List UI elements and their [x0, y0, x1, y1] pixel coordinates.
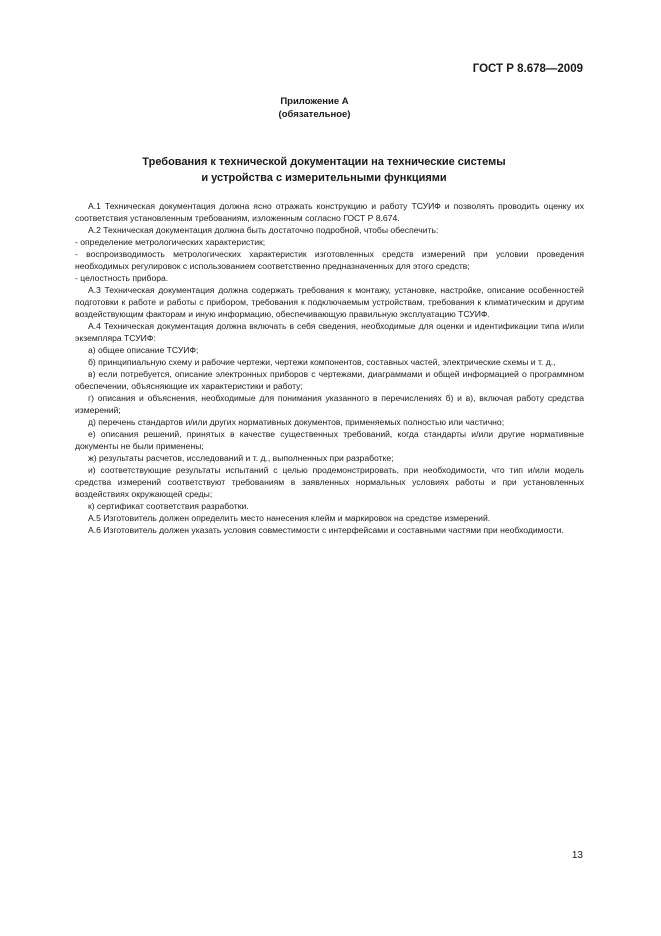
page-title: [0, 155, 648, 186]
page-number: 13: [571, 850, 583, 861]
page-title-line-2: и устройства с измерительными функциями: [201, 171, 447, 184]
list-item: е) описания решений, принятых в качестве существенных требований, когда стандарты и/или другие нормативные документы не были применены;: [75, 429, 584, 451]
appendix-heading: [0, 95, 629, 121]
paragraph-a2: А.2 Техническая документация должна быть достаточно подробной, чтобы обеспечить:: [88, 225, 439, 235]
list-item: ж) результаты расчетов, исследований и т. д., выполненных при разработке;: [88, 453, 394, 463]
appendix-label: Приложение А: [280, 96, 349, 107]
paragraph-a4: А.4 Техническая документация должна включать в себя сведения, необходимые для оценки и идентификации типа и/или экземпляра ТСУИФ:: [75, 321, 584, 343]
list-item: - воспроизводимость метрологических характеристик изготовленных средств измерений при условии проведения необходимых регулировок с использованием соответственно предназначенных для этого средств;: [75, 249, 584, 271]
list-item: б) принципиальную схему и рабочие чертежи, чертежи компонентов, составных частей, электрические схемы и т. д.,: [88, 357, 556, 367]
appendix-status: (обязательное): [278, 109, 351, 120]
paragraph-a5: А.5 Изготовитель должен определить место нанесения клейм и маркировок на средстве измерений.: [88, 513, 491, 523]
document-code: ГОСТ Р 8.678—2009: [472, 63, 583, 75]
list-item: д) перечень стандартов и/или других нормативных документов, применяемых полностью или частично;: [88, 417, 505, 427]
list-item: а) общее описание ТСУИФ;: [88, 345, 199, 355]
paragraph-a3: А.3 Техническая документация должна содержать требования к монтажу, установке, настройке, описание особенностей подготовки к работе и работы с прибором, требования к подключаемым устройствам, требования к климатическим и другим воздействующим факторам и иную информацию, обеспечивающую правильную эксплуатацию ТСУИФ.: [75, 285, 584, 319]
list-item: и) соответствующие результаты испытаний с целью продемонстрировать, при необходимости, что тип и/или модель средства измерений соответствуют требованиям в заявленных нормальных условиях работы и при установленных воздействиях окружающей среды;: [75, 465, 584, 499]
page-title-line-1: Требования к технической документации на технические системы: [142, 156, 506, 168]
list-item: к) сертификат соответствия разработки.: [88, 501, 249, 511]
paragraph-a1: А.1 Техническая документация должна ясно отражать конструкцию и работу ТСУИФ и позволять проводить оценку их соответствия установленным требованиям, изложенным согласно ГОСТ Р 8.674.: [75, 201, 584, 223]
list-item: - определение метрологических характеристик;: [75, 237, 266, 247]
list-item: г) описания и объяснения, необходимые для понимания указанного в перечислениях б) и в), включая работу средства измерений;: [75, 393, 584, 415]
document-body: [75, 200, 584, 536]
list-item: - целостность прибора.: [75, 273, 169, 283]
list-item: в) если потребуется, описание электронных приборов с чертежами, диаграммами и общей информацией о программном обеспечении, объясняющие их характеристики и работу;: [75, 369, 584, 391]
paragraph-a6: А.6 Изготовитель должен указать условия совместимости с интерфейсами и составными частями при необходимости.: [88, 525, 564, 535]
